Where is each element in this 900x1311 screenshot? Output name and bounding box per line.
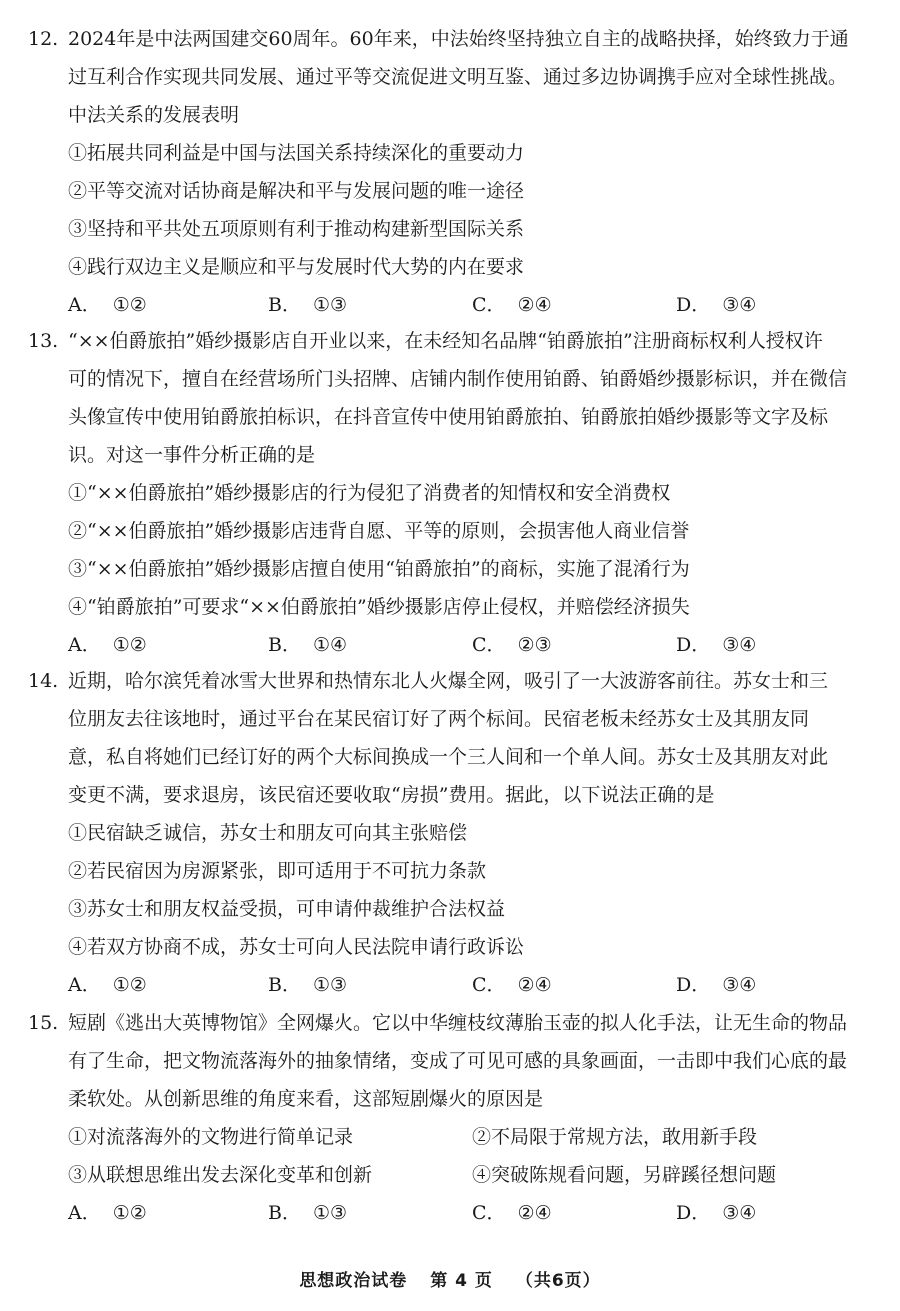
- question-stem-text: 柔软处。从创新思维的角度来看，这部短剧爆火的原因是: [68, 1088, 544, 1110]
- question-stem-line: [28, 662, 878, 700]
- question-13: [28, 322, 878, 664]
- choice-letter: A．: [68, 634, 101, 656]
- statement-item: ④突破陈规看问题，另辟蹊径想问题: [472, 1164, 777, 1186]
- footer-total-pages: （共6页）: [515, 1271, 601, 1291]
- statement-text: ②“××伯爵旅拍”婚纱摄影店违背自愿、平等的原则，会损害他人商业信誉: [68, 520, 690, 542]
- question-stem-line: [28, 1080, 878, 1118]
- choice-text: ①③: [312, 294, 348, 316]
- question-stem-text: 短剧《逃出大英博物馆》全网爆火。它以中华缠枝纹薄胎玉壶的拟人化手法，让无生命的物品: [68, 1012, 848, 1034]
- question-number: 13.: [28, 330, 59, 352]
- question-stem-line: [28, 398, 878, 436]
- choice-letter: A．: [68, 294, 101, 316]
- question-stem-text: 2024年是中法两国建交60周年。60年来，中法始终坚持独立自主的战略抉择，始终致力于通: [68, 28, 849, 50]
- choice-b[interactable]: [268, 286, 347, 324]
- question-stem-line: [28, 96, 878, 134]
- choice-text: ②④: [517, 1202, 552, 1224]
- choice-letter: C．: [472, 1202, 506, 1224]
- choice-text: ①③: [312, 974, 348, 996]
- statement-text: ①“××伯爵旅拍”婚纱摄影店的行为侵犯了消费者的知情权和安全消费权: [68, 482, 671, 504]
- statement-item: [28, 550, 878, 588]
- choice-c[interactable]: [472, 626, 552, 664]
- statement-item: [28, 134, 878, 172]
- choice-text: ③④: [722, 974, 757, 996]
- choice-letter: B．: [268, 294, 301, 316]
- question-stem-line: [28, 1004, 878, 1042]
- statement-text: ④若双方协商不成，苏女士可向人民法院申请行政诉讼: [68, 936, 525, 958]
- choice-text: ①④: [312, 634, 348, 656]
- choice-c[interactable]: [472, 1194, 552, 1232]
- answer-choices: [28, 286, 878, 324]
- answer-choices: [28, 1194, 878, 1232]
- choice-letter: A．: [68, 1202, 101, 1224]
- choice-a[interactable]: [68, 1194, 147, 1232]
- choice-text: ③④: [722, 1202, 757, 1224]
- choice-text: ②③: [517, 634, 552, 656]
- choice-a[interactable]: [68, 286, 147, 324]
- statement-item: [28, 512, 878, 550]
- choice-text: ①②: [112, 634, 147, 656]
- statement-text: ③苏女士和朋友权益受损，可申请仲裁维护合法权益: [68, 898, 506, 920]
- choice-text: ②④: [517, 294, 552, 316]
- question-12: [28, 20, 878, 324]
- choice-text: ①②: [112, 1202, 147, 1224]
- choice-letter: D．: [676, 634, 711, 656]
- question-stem-line: [28, 700, 878, 738]
- question-number: 12.: [28, 28, 59, 50]
- choice-b[interactable]: [268, 1194, 347, 1232]
- choice-d[interactable]: [676, 966, 756, 1004]
- choice-letter: C．: [472, 974, 506, 996]
- question-stem-text: 近期，哈尔滨凭着冰雪大世界和热情东北人火爆全网，吸引了一大波游客前往。苏女士和三: [68, 670, 829, 692]
- question-15: [28, 1004, 878, 1232]
- statement-item: [28, 588, 878, 626]
- statement-item: [28, 890, 878, 928]
- question-stem-text: 有了生命，把文物流落海外的抽象情绪，变成了可见可感的具象画面，一击即中我们心底的最: [68, 1050, 848, 1072]
- choice-text: ③④: [722, 294, 757, 316]
- statement-item: ①对流落海外的文物进行简单记录: [68, 1126, 354, 1148]
- statement-row: [28, 1118, 878, 1156]
- choice-letter: C．: [472, 294, 506, 316]
- question-14: [28, 662, 878, 1004]
- choice-a[interactable]: [68, 626, 147, 664]
- choice-text: ①②: [112, 974, 147, 996]
- choice-text: ①③: [312, 1202, 348, 1224]
- statement-text: ②平等交流对话协商是解决和平与发展问题的唯一途径: [68, 180, 525, 202]
- statement-text: ①拓展共同利益是中国与法国关系持续深化的重要动力: [68, 142, 525, 164]
- question-stem-line: [28, 322, 878, 360]
- choice-text: ①②: [112, 294, 147, 316]
- choice-text: ②④: [517, 974, 552, 996]
- question-stem-text: 意，私自将她们已经订好的两个大标间换成一个三人间和一个单人间。苏女士及其朋友对此: [68, 746, 829, 768]
- choice-d[interactable]: [676, 626, 756, 664]
- footer-page-number: 第 4 页: [430, 1271, 493, 1291]
- question-stem-text: 识。对这一事件分析正确的是: [68, 444, 316, 466]
- statement-text: ③坚持和平共处五项原则有利于推动构建新型国际关系: [68, 218, 525, 240]
- choice-text: ③④: [722, 634, 757, 656]
- answer-choices: [28, 966, 878, 1004]
- question-stem-line: [28, 360, 878, 398]
- choice-b[interactable]: [268, 966, 347, 1004]
- choice-c[interactable]: [472, 286, 552, 324]
- statement-text: ③“××伯爵旅拍”婚纱摄影店擅自使用“铂爵旅拍”的商标，实施了混淆行为: [68, 558, 690, 580]
- statement-item: [28, 928, 878, 966]
- question-number: 14.: [28, 670, 59, 692]
- statement-item: [28, 210, 878, 248]
- question-stem-text: “××伯爵旅拍”婚纱摄影店自开业以来，在未经知名品牌“铂爵旅拍”注册商标权利人授权许: [68, 330, 823, 352]
- statement-item: [28, 852, 878, 890]
- page-footer: [0, 1266, 900, 1291]
- statement-row: [28, 1156, 878, 1194]
- statement-item: [28, 248, 878, 286]
- question-stem-text: 变更不满，要求退房，该民宿还要收取“房损”费用。据此，以下说法正确的是: [68, 784, 715, 806]
- question-stem-line: [28, 776, 878, 814]
- choice-d[interactable]: [676, 286, 756, 324]
- question-stem-text: 可的情况下，擅自在经营场所门头招牌、店铺内制作使用铂爵、铂爵婚纱摄影标识，并在微信: [68, 368, 848, 390]
- question-stem-line: [28, 1042, 878, 1080]
- statement-item: ③从联想思维出发去深化变革和创新: [68, 1164, 373, 1186]
- statement-item: [28, 814, 878, 852]
- choice-letter: B．: [268, 974, 301, 996]
- choice-letter: D．: [676, 1202, 711, 1224]
- question-stem-line: [28, 20, 878, 58]
- choice-a[interactable]: [68, 966, 147, 1004]
- statement-text: ④“铂爵旅拍”可要求“××伯爵旅拍”婚纱摄影店停止侵权，并赔偿经济损失: [68, 596, 690, 618]
- question-stem-text: 过互利合作实现共同发展、通过平等交流促进文明互鉴、通过多边协调携手应对全球性挑战。: [68, 66, 848, 88]
- choice-letter: B．: [268, 1202, 301, 1224]
- question-stem-text: 头像宣传中使用铂爵旅拍标识，在抖音宣传中使用铂爵旅拍、铂爵旅拍婚纱摄影等文字及标: [68, 406, 829, 428]
- statement-text: ①民宿缺乏诚信，苏女士和朋友可向其主张赔偿: [68, 822, 468, 844]
- answer-choices: [28, 626, 878, 664]
- choice-letter: D．: [676, 974, 711, 996]
- choice-b[interactable]: [268, 626, 347, 664]
- footer-subject: 思想政治试卷: [299, 1271, 408, 1291]
- choice-d[interactable]: [676, 1194, 756, 1232]
- question-stem-text: 位朋友去往该地时，通过平台在某民宿订好了两个标间。民宿老板未经苏女士及其朋友同: [68, 708, 810, 730]
- statement-item: [28, 474, 878, 512]
- choice-c[interactable]: [472, 966, 552, 1004]
- choice-letter: D．: [676, 294, 711, 316]
- statement-item: [28, 172, 878, 210]
- question-stem-text: 中法关系的发展表明: [68, 104, 240, 126]
- question-stem-line: [28, 738, 878, 776]
- statement-item: ②不局限于常规方法，敢用新手段: [472, 1126, 758, 1148]
- question-stem-line: [28, 436, 878, 474]
- statement-text: ④践行双边主义是顺应和平与发展时代大势的内在要求: [68, 256, 525, 278]
- statement-text: ②若民宿因为房源紧张，即可适用于不可抗力条款: [68, 860, 487, 882]
- question-stem-line: [28, 58, 878, 96]
- choice-letter: C．: [472, 634, 506, 656]
- choice-letter: A．: [68, 974, 101, 996]
- choice-letter: B．: [268, 634, 301, 656]
- question-number: 15.: [28, 1012, 59, 1034]
